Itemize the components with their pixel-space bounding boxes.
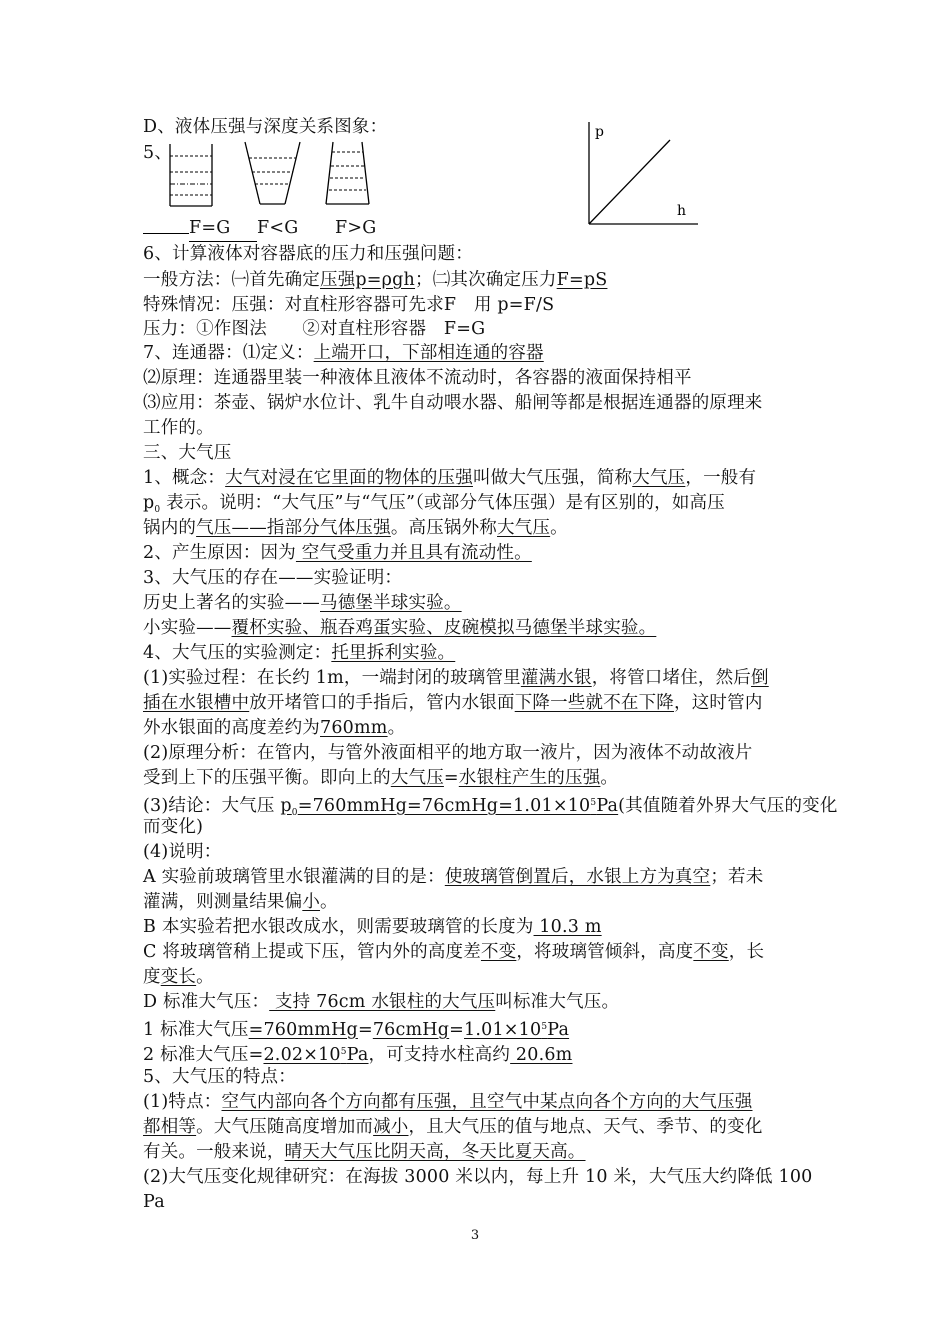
line-d-graph: D、液体压强与深度关系图象： xyxy=(143,117,388,137)
line-process-1: (1)实验过程：在长约 1m，一端封闭的玻璃管里灌满水银，将管口堵住，然后倒 xyxy=(143,668,769,688)
line-note-a-2: 灌满，则测量结果偏小。 xyxy=(143,892,338,912)
line-conclusion-2: 而变化) xyxy=(143,817,204,837)
graph-x-label: h xyxy=(677,203,687,219)
line-features-2: 都相等。大气压随高度增加而减小，且大气压的值与地点、天气、季节、的变化 xyxy=(143,1117,763,1137)
line-7-application: ⑶应用：茶壶、锅炉水位计、乳牛自动喂水器、船闸等都是根据连通器的原理来 xyxy=(143,393,763,413)
line-principle-1: (2)原理分析：在管内，与管外液面相平的地方取一液片，因为液体不动故液片 xyxy=(143,743,753,763)
pressure-depth-graph xyxy=(578,118,708,228)
line-6-force: 压力：①作图法 ②对直柱形容器 F=G xyxy=(143,319,486,339)
narrowing-container xyxy=(245,142,300,204)
line-concept-3: 锅内的气压——指部分气体压强。高压锅外称大气压。 xyxy=(143,518,568,538)
line-measurement: 4、大气压的实验测定：托里拆利实验。 xyxy=(143,643,456,663)
line-notes: (4)说明： xyxy=(143,842,222,862)
line-features-3: 有关。一般来说，晴天大气压比阴天高，冬天比夏天高。 xyxy=(143,1142,586,1162)
line-note-a: A 实验前玻璃管里水银灌满的目的是：使玻璃管倒置后，水银上方为真空；若未 xyxy=(143,867,764,887)
line-variation: (2)大气压变化规律研究：在海拔 3000 米以内，每上升 10 米，大气压大约降低 100 xyxy=(143,1167,813,1187)
straight-container xyxy=(170,144,212,206)
line-variation-2: Pa xyxy=(143,1192,165,1212)
line-features: 5、大气压的特点： xyxy=(143,1067,296,1087)
line-standard-1: 1 标准大气压$=760mmHg=76cmHg=1.01\times 10^5Pa$ xyxy=(143,1020,570,1040)
line-6-special: 特殊情况：压强：对直柱形容器可先求F 用 p=F/S xyxy=(143,295,555,315)
line-small-experiments: 小实验——覆杯实验、瓶吞鸡蛋实验、皮碗模拟马德堡半球实验。 xyxy=(143,618,657,638)
container-labels xyxy=(143,215,376,242)
section-3-heading: 三、大气压 xyxy=(143,443,232,463)
line-7-application-cont: 工作的。 xyxy=(143,418,214,438)
line-famous-experiment: 历史上著名的实验——马德堡半球实验。 xyxy=(143,593,462,613)
page-number: 3 xyxy=(470,1228,480,1243)
line-conclusion: (3)结论：大气压 $p_0=760mmHg=76cmHg=1.01\times 10^5Pa$(其值随着外界大气压的变化 xyxy=(143,796,838,818)
line-concept-2: $p_0$ 表示。说明：“大气压”与“气压”（或部分气体压强）是有区别的，如高压 xyxy=(143,493,725,515)
label-f-lt-g: F<G xyxy=(257,218,299,238)
label-f-gt-g: F>G xyxy=(335,218,377,238)
line-note-c-2: 度变长。 xyxy=(143,967,214,987)
line-6-general: 一般方法：㈠首先确定压强p=ρgh；㈡其次确定压力F=pS xyxy=(143,270,608,290)
label-f-eq-g: F=G xyxy=(189,215,257,242)
line-standard-2: 2 标准大气压$=2.02\times 10^5Pa$，可支持水柱高约 20.6m xyxy=(143,1045,573,1065)
line-principle-2: 受到上下的压强平衡。即向上的大气压=水银柱产生的压强。 xyxy=(143,768,619,788)
line-concept: 1、概念：大气对浸在它里面的物体的压强叫做大气压强，简称大气压，一般有 xyxy=(143,468,757,488)
line-existence: 3、大气压的存在——实验证明： xyxy=(143,568,403,588)
line-note-c: C 将玻璃管稍上提或下压，管内外的高度差不变，将玻璃管倾斜，高度不变，长 xyxy=(143,942,765,962)
line-process-2: 插在水银槽中放开堵管口的手指后，管内水银面下降一些就不在下降，这时管内 xyxy=(143,693,763,713)
line-note-b: B 本实验若把水银改成水，则需要玻璃管的长度为 10.3 m xyxy=(143,917,602,937)
graph-y-label: p xyxy=(595,124,604,140)
line-process-3: 外水银面的高度差约为760mm。 xyxy=(143,718,406,738)
line-7-principle: ⑵原理：连通器里装一种液体且液体不流动时，各容器的液面保持相平 xyxy=(143,368,692,388)
line-7-definition: 7、连通器：⑴定义：上端开口，下部相连通的容器 xyxy=(143,343,544,363)
line-6: 6、计算液体对容器底的压力和压强问题： xyxy=(143,244,473,264)
widening-container xyxy=(326,142,369,204)
line-5: 5、 xyxy=(143,143,173,163)
line-features-1: (1)特点：空气内部向各个方向都有压强，且空气中某点向各个方向的大气压强 xyxy=(143,1092,753,1112)
line-note-d: D 标准大气压： 支持 76cm 水银柱的大气压叫标准大气压。 xyxy=(143,992,620,1012)
line-cause: 2、产生原因：因为 空气受重力并且具有流动性。 xyxy=(143,543,532,563)
